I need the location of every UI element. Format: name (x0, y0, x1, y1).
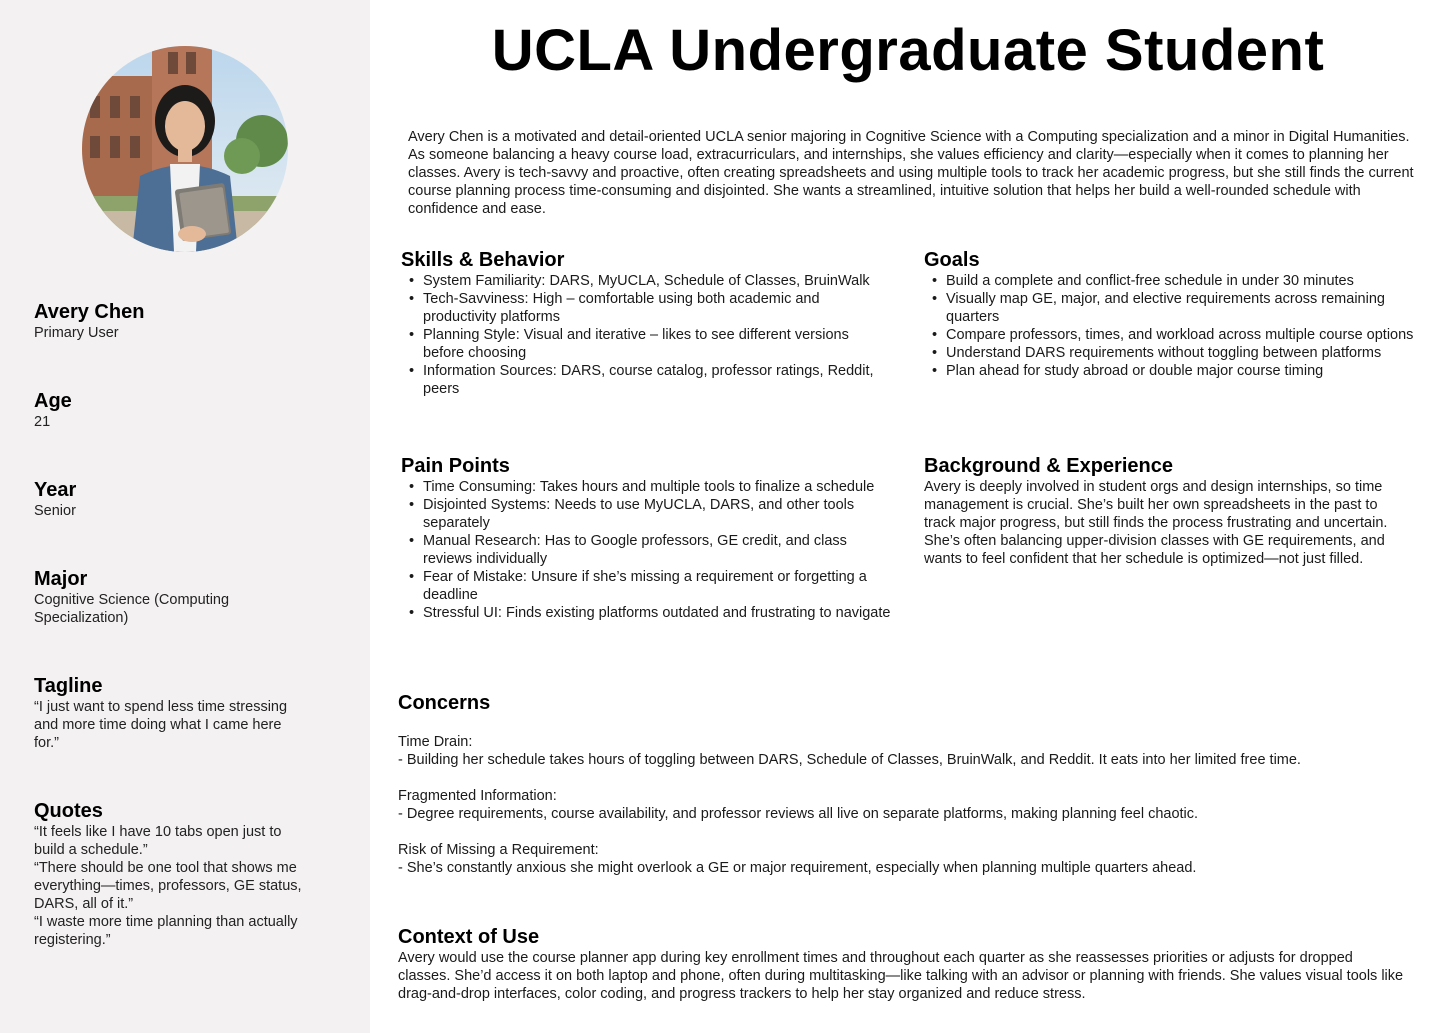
major-value: Cognitive Science (Computing Specialization) (34, 592, 230, 626)
list-item: • Planning Style: Visual and iterative – likes to see different versions before choosing (423, 326, 876, 362)
goals-title: Goals (924, 249, 980, 271)
major-label: Major (34, 568, 88, 590)
list-item: • Plan ahead for study abroad or double major course timing (946, 362, 1414, 380)
background-title: Background & Experience (924, 455, 1173, 477)
background-section (924, 454, 1409, 568)
goals-section (924, 248, 1414, 380)
student-portrait-photo (82, 46, 288, 252)
year-value: Senior (34, 503, 76, 519)
profile-sidebar (0, 0, 370, 1033)
concerns-title: Concerns (398, 692, 491, 714)
list-item: • Visually map GE, major, and elective requirements across remaining quarters (946, 290, 1414, 326)
pain-points-title: Pain Points (401, 455, 510, 477)
year-label: Year (34, 479, 77, 501)
concern-description: - Degree requirements, course availability, and professor reviews all live on separate platforms, making planning feel chaotic. (398, 806, 1199, 822)
tagline-label: Tagline (34, 675, 103, 697)
persona-intro: Avery Chen is a motivated and detail-oriented UCLA senior majoring in Cognitive Science with a Computing specialization and a minor in Digital Humanities. As someone balancing a heavy course load, extracurriculars, and internships, she values efficiency and clarity—especially when it comes to planning her classes. Avery is tech-savvy and proactive, often creating spreadsheets and using multiple tools to track her academic progress, but she still finds the current course planning process time-consuming and disjointed. She wants a streamlined, intuitive solution that helps her build a well-rounded schedule with confidence and ease. (408, 129, 1414, 217)
skills-title: Skills & Behavior (401, 249, 565, 271)
list-item: • Fear of Mistake: Unsure if she’s missing a requirement or forgetting a deadline (423, 568, 891, 604)
pain-points-section (401, 454, 891, 622)
concern-label: Risk of Missing a Requirement: (398, 842, 599, 858)
year-block (34, 478, 304, 520)
persona-name: Avery Chen (34, 301, 145, 323)
goals-list (924, 272, 1414, 380)
quotes-block (34, 799, 304, 949)
age-block (34, 389, 304, 431)
pain-points-list (401, 478, 891, 622)
quote-item: “It feels like I have 10 tabs open just to build a schedule.” (34, 824, 282, 858)
list-item: • Stressful UI: Finds existing platforms outdated and frustrating to navigate (423, 604, 891, 622)
concern-description: - She’s constantly anxious she might overlook a GE or major requirement, especially when planning multiple quarters ahead. (398, 860, 1197, 876)
major-block (34, 567, 304, 627)
context-title: Context of Use (398, 926, 540, 948)
list-item: • Understand DARS requirements without toggling between platforms (946, 344, 1414, 362)
skills-list (401, 272, 876, 398)
tagline-text: “I just want to spend less time stressing and more time doing what I came here for.” (34, 699, 288, 751)
age-label: Age (34, 390, 72, 412)
page-title: UCLA Undergraduate Student (491, 18, 1325, 83)
background-text: Avery is deeply involved in student orgs and design internships, so time management is crucial. She’s built her own spreadsheets in the past to track major progress, but still finds the process frustrating and uncertain. She’s often balancing upper-division classes with GE requirements, and wants to feel confident that her schedule is optimized—not just filled. (924, 479, 1388, 567)
list-item: • Manual Research: Has to Google professors, GE credit, and class reviews individually (423, 532, 891, 568)
list-item: • Time Consuming: Takes hours and multiple tools to finalize a schedule (423, 478, 891, 496)
quote-item: “I waste more time planning than actually registering.” (34, 914, 298, 948)
list-item: • Build a complete and conflict-free schedule in under 30 minutes (946, 272, 1414, 290)
tagline-block (34, 674, 304, 752)
concern-description: - Building her schedule takes hours of toggling between DARS, Schedule of Classes, BruinWalk, and Reddit. It eats into her limited free time. (398, 752, 1301, 768)
context-section (398, 925, 1408, 1003)
quote-item: “There should be one tool that shows me everything—times, professors, GE status, DARS, all of it.” (34, 860, 302, 912)
list-item: • System Familiarity: DARS, MyUCLA, Schedule of Classes, BruinWalk (423, 272, 876, 290)
concern-label: Fragmented Information: (398, 788, 557, 804)
persona-role: Primary User (34, 325, 119, 341)
list-item: • Information Sources: DARS, course catalog, professor ratings, Reddit, peers (423, 362, 876, 398)
list-item: • Compare professors, times, and workload across multiple course options (946, 326, 1414, 344)
list-item: • Disjointed Systems: Needs to use MyUCLA, DARS, and other tools separately (423, 496, 891, 532)
list-item: • Tech-Savviness: High – comfortable using both academic and productivity platforms (423, 290, 876, 326)
concern-label: Time Drain: (398, 734, 473, 750)
quotes-label: Quotes (34, 800, 103, 822)
persona-name-block (34, 300, 304, 342)
concerns-section (398, 691, 1418, 895)
skills-section (401, 248, 876, 398)
age-value: 21 (34, 414, 51, 430)
context-text: Avery would use the course planner app during key enrollment times and throughout each quarter as she reassesses priorities or adjusts for dropped classes. She’d access it on both laptop and phone, often during multitasking—like talking with an advisor or planning with friends. She values visual tools like drag-and-drop interfaces, color coding, and progress trackers to help her stay organized and reduce stress. (398, 950, 1404, 1002)
